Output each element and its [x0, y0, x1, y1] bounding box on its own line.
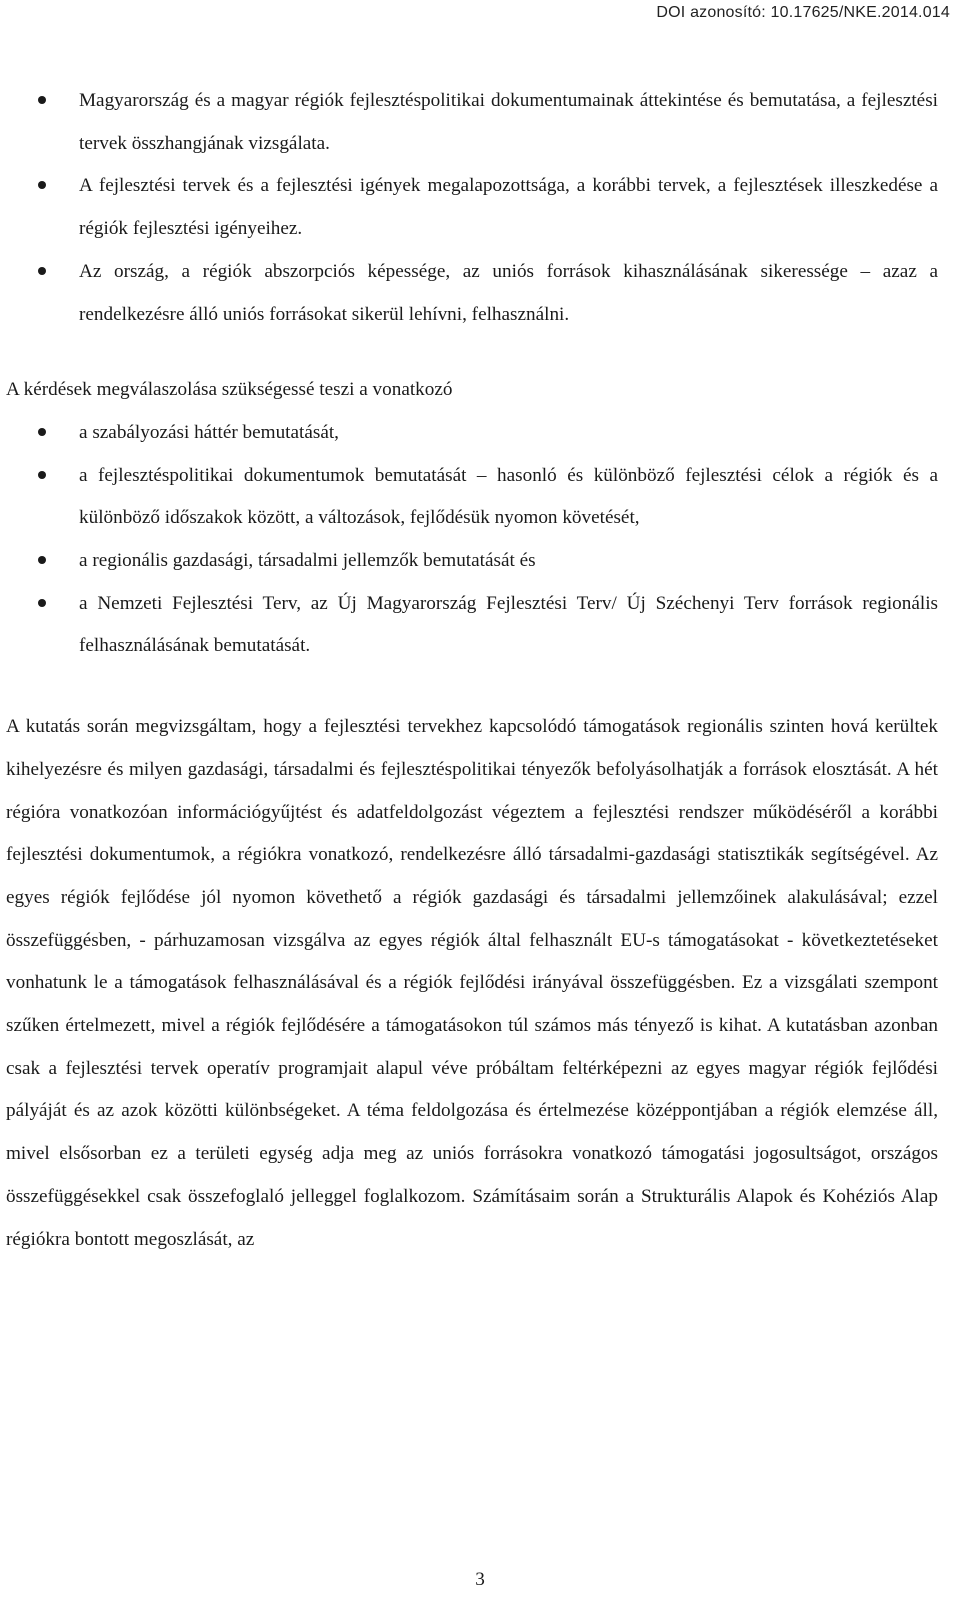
list-item-text: A fejlesztési tervek és a fejlesztési igények megalapozottsága, a korábbi tervek, a fejlesztések illeszkedése a régiók fejlesztési igényeihez.: [79, 175, 938, 240]
page-number: 3: [475, 1569, 485, 1590]
list-item-text: a szabályozási háttér bemutatását,: [79, 421, 339, 443]
list-item: [6, 80, 938, 165]
list-item: [6, 583, 938, 668]
list-item-text: Az ország, a régiók abszorpciós képessége, az uniós források kihasználásának sikeressége – azaz a rendelkezésre álló uniós forrásokat sikerül lehívni, felhasználni.: [79, 260, 938, 325]
bullet-icon: [38, 96, 46, 104]
list-item-text: a Nemzeti Fejlesztési Terv, az Új Magyarország Fejlesztési Terv/ Új Széchenyi Terv források regionális felhasználásának bemutatását.: [79, 592, 938, 657]
bullet-icon: [38, 267, 46, 275]
list-item: [6, 251, 938, 336]
research-goals-list: [6, 80, 938, 336]
doi-identifier: DOI azonosító: 10.17625/NKE.2014.014: [656, 4, 950, 21]
requirements-list: [6, 412, 938, 668]
list-item-text: a regionális gazdasági, társadalmi jellemzők bemutatását és: [79, 550, 536, 572]
list-item: [6, 455, 938, 540]
document-body: [6, 80, 938, 1261]
list-item-text: a fejlesztéspolitikai dokumentumok bemutatását – hasonló és különböző fejlesztési célok a régiók és a különböző időszakok között, a változások, fejlődésük nyomon követését,: [79, 464, 938, 529]
bullet-icon: [38, 428, 46, 436]
list-item-text: Magyarország és a magyar régiók fejlesztéspolitikai dokumentumainak áttekintése és bemutatása, a fejlesztési tervek összhangjának vizsgálata.: [79, 90, 938, 154]
list-item: [6, 165, 938, 250]
bullet-icon: [38, 556, 46, 564]
list-item: [6, 540, 938, 583]
bullet-icon: [38, 599, 46, 607]
body-paragraph: A kutatás során megvizsgáltam, hogy a fejlesztési tervekhez kapcsolódó támogatások regionális szinten hová kerültek kihelyezésre és milyen gazdasági, társadalmi és fejlesztéspolitikai tényezők befolyásolhatják a források elosztását. A hét régióra vonatkozóan információgyűjtést és adatfeldolgozást végeztem a fejlesztési rendszer működéséről a korábbi fejlesztési dokumentumok, a régiókra vonatkozó, rendelkezésre álló társadalmi-gazdasági statisztikák segítségével. Az egyes régiók fejlődése jól nyomon követhető a régiók gazdasági és társadalmi jellemzőinek alakulásával; ezzel összefüggésben, - párhuzamosan vizsgálva az egyes régiók által felhasznált EU-s támogatásokat - következtetéseket vonhatunk le a támogatások felhasználásával és a régiók fejlődési irányával összefüggésben. Ez a vizsgálati szempont szűken értelmezett, mivel a régiók fejlődésére a támogatásokon túl számos más tényező is kihat. A kutatásban azonban csak a fejlesztési tervek operatív programjait alapul véve próbáltam feltérképezni az egyes magyar régiók fejlődési pályáját és az azok közötti különbségeket. A téma feldolgozása és értelmezése középpontjában a régiók elemzése áll, mivel elsősorban ez a területi egység adja meg az uniós forrásokra vonatkozó támogatási jogosultságot, országos összefüggésekkel csak összefoglaló jelleggel foglalkozom. Számításaim során a Strukturális Alapok és Kohéziós Alap régiókra bontott megoszlását, az: [6, 716, 938, 1250]
intro-sentence: A kérdések megválaszolása szükségessé teszi a vonatkozó: [6, 379, 453, 401]
bullet-icon: [38, 471, 46, 479]
bullet-icon: [38, 181, 46, 189]
list-item: [6, 412, 938, 455]
